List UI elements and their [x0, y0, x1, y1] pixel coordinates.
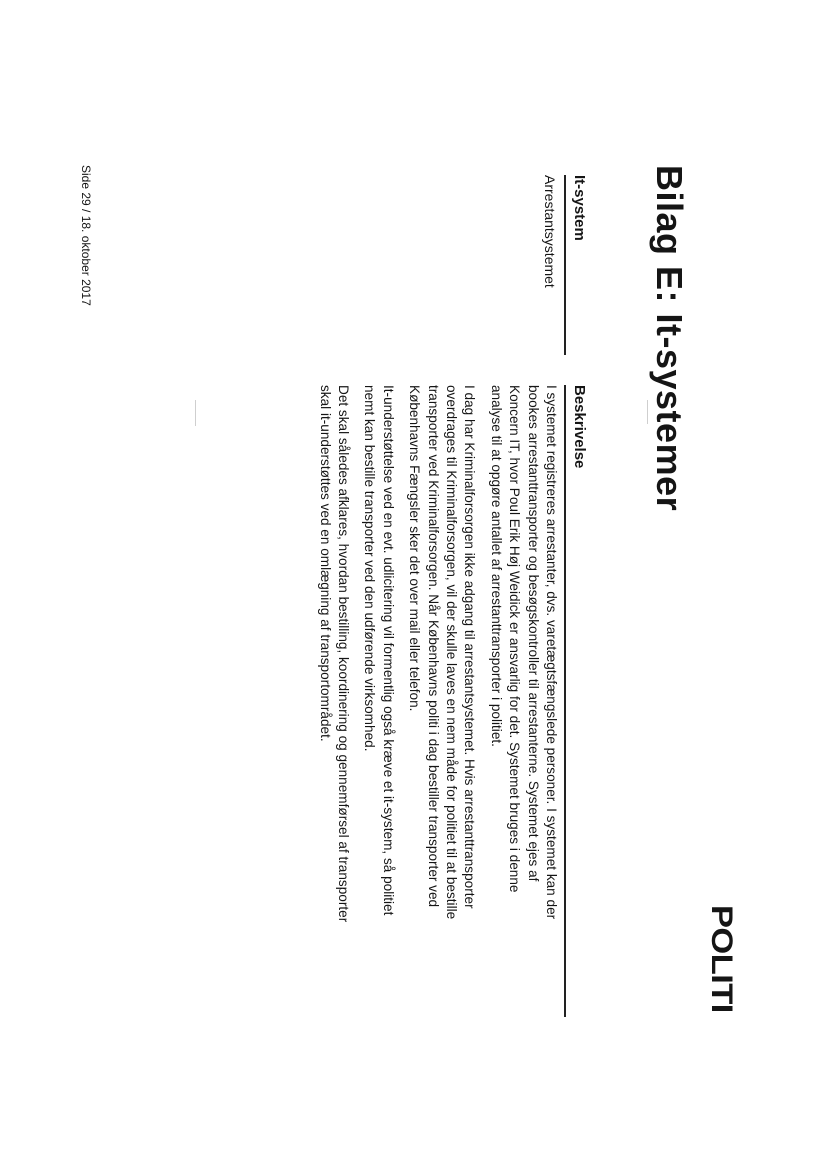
paragraph: [405, 385, 479, 1035]
page-title: Bilag E: It-systemer: [649, 165, 690, 512]
text-line: I dag har Kriminalforsorgen ikke adgang til arrestantsystemet. Hvis arrestanttransporter: [462, 385, 478, 909]
page-footer: Side 29 / 18. oktober 2017: [79, 165, 93, 306]
text-line: It-understøttelse ved en evt. udlicitering vil formentlig også kræve et it-system, så politiet: [380, 385, 396, 916]
politi-logo: POLITI: [705, 905, 738, 1013]
column-header-description: Beskrivelse: [571, 385, 588, 469]
text-line: Det skal således afklares, hvordan bestilling, koordinering og gennemførsel af transporter: [335, 385, 351, 923]
text-line: Koncern IT, hvor Poul Erik Høj Weidick er ansvarlig for det. Systemet bruges i denne: [507, 385, 523, 893]
header-rule: [564, 175, 566, 355]
column-header-system: It-system: [571, 175, 588, 241]
paragraph: [315, 385, 352, 1035]
text-line: transporter ved Kriminalforsorgen. Når Københavns politi i dag bestiller transporter ved: [425, 385, 441, 908]
system-name: Arrestantsystemet: [542, 175, 558, 288]
header-rule: [564, 385, 566, 1017]
text-line: overdrages til Kriminalforsorgen, vil der skulle laves en nem måde for politiet til at bestille: [443, 385, 459, 920]
text-line: skal it-understøttes ved en omlægning af transportområdet.: [317, 385, 333, 742]
text-line: nemt kan bestille transporter ved den udførende virksomhed.: [362, 385, 378, 752]
text-line: Københavns Fængsler sker det over mail eller telefon.: [407, 385, 423, 712]
scan-mark: [647, 400, 648, 424]
scan-mark: [195, 400, 196, 426]
text-line: I systemet registreres arrestanter, dvs. varetægtsfængslede personer. I systemet kan der: [544, 385, 559, 920]
paragraph: [486, 385, 560, 1035]
paragraph: [360, 385, 397, 1035]
text-line: bookes arrestanttransporter og besøgskontroller til arrestanterne. Systemet ejes af: [525, 385, 541, 882]
text-line: analyse til at opgøre antallet af arrestanttransporter i politiet.: [488, 385, 504, 747]
description-text: [307, 385, 560, 1035]
